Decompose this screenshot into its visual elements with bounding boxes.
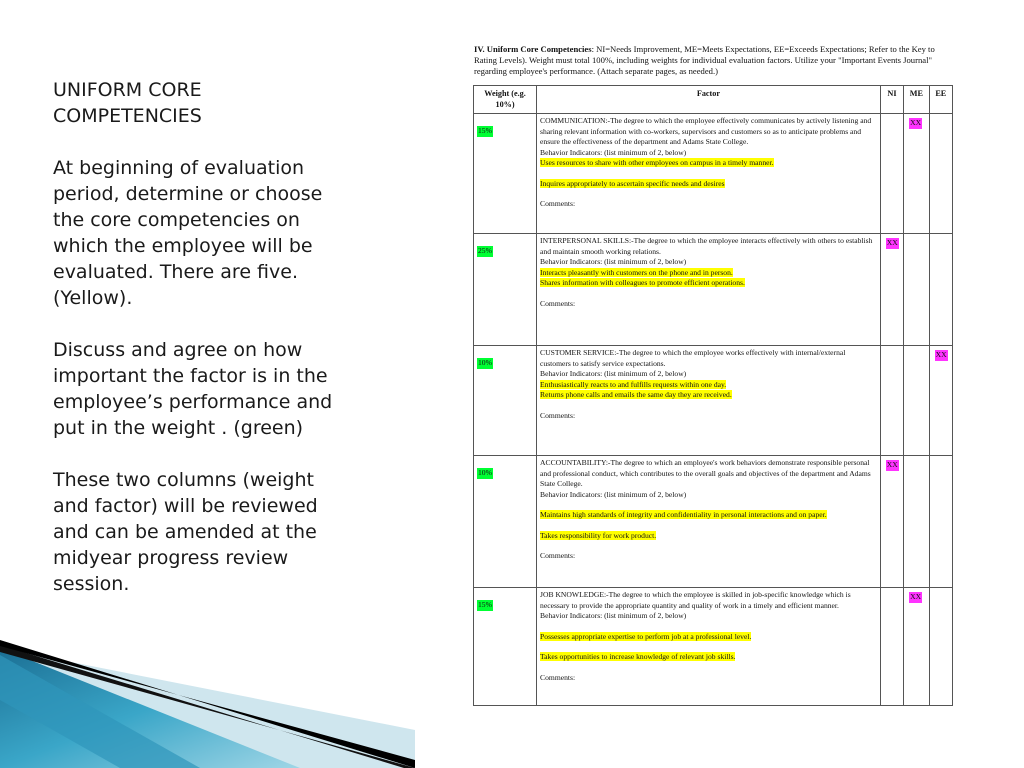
weight-cell [474,346,537,456]
factor-description: JOB KNOWLEDGE:-The degree to which the employee is skilled in job-specific knowledge which is necessary to provide the appropriate quantity and quality of work in a timely and efficient manner. [540,590,851,610]
weight-value: 15% [478,126,492,135]
competency-table [473,85,953,706]
header-me: ME [904,86,929,114]
factor-description: ACCOUNTABILITY:-The degree to which an employee's work behaviors demonstrate responsible personal and professional conduct, which contributes to the overall goals and objectives of the department and Adams State College. [540,458,871,488]
competency-row [474,456,953,588]
behavior-indicator-2: Shares information with colleagues to promote efficient operations. [540,278,745,287]
weight-cell [474,114,537,234]
left-text-panel [53,77,353,623]
rating-ee-cell [929,346,952,456]
behavior-indicator-1: Interacts pleasantly with customers on the phone and in person. [540,267,733,277]
comments-label: Comments: [540,298,576,308]
rating-ni-cell [880,588,903,706]
comments-label: Comments: [540,672,576,682]
weight-value: 15% [478,600,492,609]
comments-label: Comments: [540,551,576,560]
rating-ni-cell [880,456,903,588]
weight-cell [474,588,537,706]
behavior-indicator-2: Returns phone calls and emails the same day they are received. [540,390,732,399]
behavior-indicators-label: Behavior Indicators: (list minimum of 2, below) [540,257,687,266]
behavior-indicators-label: Behavior Indicators: (list minimum of 2, below) [540,147,687,157]
table-header-row [474,86,953,114]
factor-cell [537,114,881,234]
rating-ni-cell [880,346,903,456]
section-title: IV. Uniform Core Competencies [474,44,592,54]
rating-me-cell [904,346,929,456]
header-ni: NI [880,86,903,114]
behavior-indicator-2: Takes responsibility for work product. [540,530,657,540]
instruction-weight: Discuss and agree on how important the factor is in the employee’s performance and put in the weight . (green) [53,339,333,439]
weight-cell [474,456,537,588]
behavior-indicator-1: Enthusiastically reacts to and fulfills requests within one day. [540,379,727,389]
rating-ee-cell [929,114,952,234]
behavior-indicator-1: Possesses appropriate expertise to perform job at a professional level. [540,631,752,641]
rating-mark: XX [910,118,922,127]
behavior-indicators-label: Behavior Indicators: (list minimum of 2, below) [540,611,687,620]
factor-description: INTERPERSONAL SKILLS:-The degree to which the employee interacts effectively with others to establish and maintain smooth working relations. [540,236,873,256]
evaluation-form-excerpt [473,44,953,706]
behavior-indicator-1: Uses resources to share with other employees on campus in a timely manner. [540,158,774,167]
weight-value: 25% [478,246,492,255]
rating-ee-cell [929,234,952,346]
rating-me-cell [904,588,929,706]
factor-cell [537,234,881,346]
competency-row [474,588,953,706]
competency-row [474,234,953,346]
rating-mark: XX [886,460,898,469]
rating-ee-cell [929,456,952,588]
factor-cell [537,456,881,588]
rating-me-cell [904,114,929,234]
form-intro [474,44,953,77]
weight-value: 10% [478,468,492,477]
factor-cell [537,346,881,456]
weight-cell [474,234,537,346]
rating-me-cell [904,234,929,346]
rating-mark: XX [910,592,922,601]
behavior-indicator-2: Takes opportunities to increase knowledge of relevant job skills. [540,652,736,661]
factor-description: COMMUNICATION:-The degree to which the employee effectively communicates by actively listening and sharing relevant information with co-workers, supervisors and customers so as to anticipate problems and ensure the effectiveness of the department and Adams State College. [540,116,872,146]
instruction-core-competencies: At beginning of evaluation period, determine or choose the core competencies on which the employee will be evaluated. There are five. (Yellow). [53,157,323,309]
weight-value: 10% [478,358,492,367]
header-weight: Weight (e.g. 10%) [474,86,537,114]
competency-row [474,114,953,234]
comments-label: Comments: [540,199,576,208]
factor-description: CUSTOMER SERVICE:-The degree to which the employee works effectively with internal/external customers to satisfy service expectations. [540,348,846,368]
factor-cell [537,588,881,706]
comments-label: Comments: [540,410,576,420]
competency-row [474,346,953,456]
rating-mark: XX [886,238,898,247]
header-ee: EE [929,86,952,114]
instruction-midyear-review: These two columns (weight and factor) will be reviewed and can be amended at the midyear progress review session. [53,469,318,595]
rating-me-cell [904,456,929,588]
rating-ni-cell [880,234,903,346]
behavior-indicator-1: Maintains high standards of integrity and confidentiality in personal interactions and on paper. [540,510,827,519]
behavior-indicators-label: Behavior Indicators: (list minimum of 2, below) [540,369,687,378]
rating-ee-cell [929,588,952,706]
panel-title: UNIFORM CORE COMPETENCIES [53,79,202,127]
behavior-indicator-2: Inquires appropriately to ascertain specific needs and desires [540,178,725,188]
section-instructions: : NI=Needs Improvement, ME=Meets Expectations, EE=Exceeds Expectations; Refer to the Key to Rating Levels). Weight must total 100%, including weights for individual evaluation factors. Utilize your "Important Events Journal" regarding employee's performance. (Attach separate pages, as needed.) [474,44,935,76]
header-factor: Factor [537,86,881,114]
rating-mark: XX [935,350,947,359]
behavior-indicators-label: Behavior Indicators: (list minimum of 2, below) [540,489,687,499]
rating-ni-cell [880,114,903,234]
